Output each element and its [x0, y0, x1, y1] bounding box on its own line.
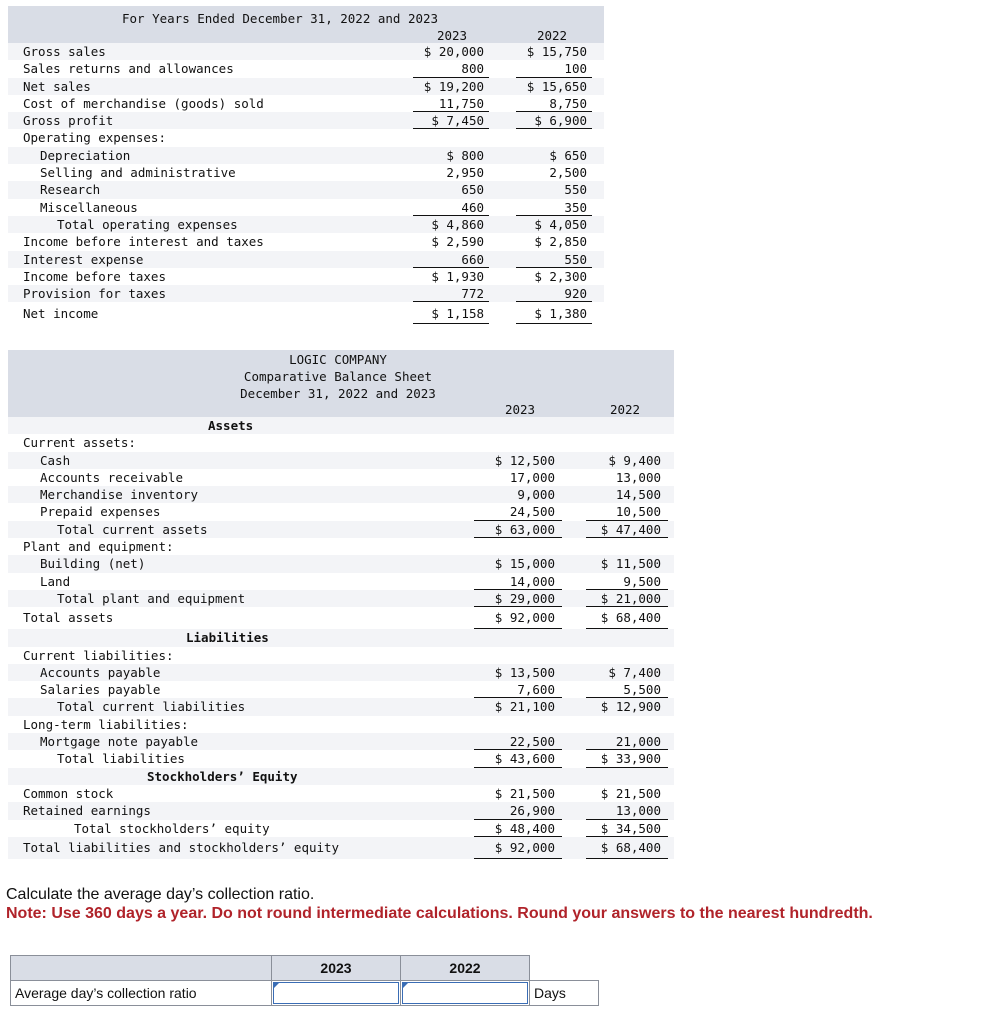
answer-header-blank	[11, 956, 272, 981]
income-row	[8, 78, 604, 95]
value-2023: 24,500	[509, 504, 555, 520]
value-2022: $ 2,850	[534, 234, 587, 250]
question-text	[6, 885, 873, 923]
value-2023: 17,000	[509, 469, 555, 485]
balance-sheet-header	[8, 350, 674, 417]
value-2022: $ 9,400	[608, 452, 661, 468]
answer-header-2023: 2023	[272, 956, 401, 981]
row-label: Sales returns and allowances	[23, 61, 234, 77]
value-2022: 8,750	[549, 95, 587, 111]
balance-row	[8, 607, 674, 629]
row-label: Total plant and equipment	[57, 590, 246, 606]
value-2022: $ 15,650	[526, 78, 587, 94]
balance-row	[8, 452, 674, 469]
value-2023: $ 92,000	[494, 610, 555, 626]
answer-row-label: Average day’s collection ratio	[11, 981, 272, 1006]
balance-row	[8, 698, 674, 715]
value-2023: 11,750	[438, 95, 484, 111]
answer-header-2022: 2022	[401, 956, 530, 981]
answer-input-2023[interactable]	[273, 982, 399, 1004]
value-2023: 660	[461, 251, 484, 267]
value-2023: $ 21,100	[494, 699, 555, 715]
balance-row	[8, 503, 674, 520]
balance-row	[8, 716, 674, 733]
question-prompt: Calculate the average day’s collection ratio.	[6, 886, 315, 903]
value-2022: $ 6,900	[534, 113, 587, 129]
income-statement-title: For Years Ended December 31, 2022 and 2023	[122, 11, 439, 26]
value-2023: 650	[461, 182, 484, 198]
row-label: Interest expense	[23, 251, 144, 267]
value-2022: $ 2,300	[534, 268, 587, 284]
value-2023: $ 19,200	[423, 78, 484, 94]
answer-unit: Days	[530, 981, 599, 1006]
balance-sheet-rows	[8, 417, 674, 859]
balance-year-2023: 2023	[504, 402, 536, 417]
value-2023: $ 4,860	[431, 216, 484, 232]
row-label: Current liabilities:	[23, 647, 174, 663]
value-2022: $ 4,050	[534, 216, 587, 232]
value-2023: $ 15,000	[494, 556, 555, 572]
income-row	[8, 302, 604, 324]
income-row	[8, 112, 604, 129]
value-2022: $ 68,400	[600, 610, 661, 626]
income-statement-header	[8, 6, 604, 43]
row-label: Building (net)	[40, 556, 146, 572]
answer-header-spacer	[530, 956, 599, 981]
value-2022: 13,000	[615, 803, 661, 819]
income-row	[8, 181, 604, 198]
question-note: Note: Use 360 days a year. Do not round intermediate calculations. Round your answers to the nearest hundredth.	[6, 905, 873, 922]
value-2023: $ 1,158	[431, 306, 484, 322]
row-label: Miscellaneous	[40, 199, 138, 215]
section-heading: Assets	[208, 418, 254, 433]
row-label: Depreciation	[40, 147, 131, 163]
underline-2022	[586, 858, 668, 859]
income-statement	[8, 6, 604, 324]
balance-sheet-title: Comparative Balance Sheet	[243, 369, 433, 384]
answer-input-2022[interactable]	[402, 982, 528, 1004]
value-2023: $ 92,000	[494, 839, 555, 855]
value-2022: $ 1,380	[534, 306, 587, 322]
value-2023: 26,900	[509, 803, 555, 819]
row-label: Gross profit	[23, 113, 114, 129]
value-2023: $ 2,590	[431, 234, 484, 250]
underline-2022	[516, 323, 592, 324]
balance-row	[8, 820, 674, 837]
row-label: Operating expenses:	[23, 130, 166, 146]
balance-year-2022: 2022	[609, 402, 641, 417]
answer-cell-2022	[401, 981, 530, 1006]
value-2023: $ 1,930	[431, 268, 484, 284]
balance-sheet-date: December 31, 2022 and 2023	[240, 386, 436, 401]
company-name: LOGIC COMPANY	[289, 352, 387, 367]
value-2022: $ 11,500	[600, 556, 661, 572]
balance-row	[8, 837, 674, 859]
value-2022: 21,000	[615, 734, 661, 750]
balance-row	[8, 785, 674, 802]
value-2023: 22,500	[509, 734, 555, 750]
row-label: Total current liabilities	[57, 699, 246, 715]
income-year-2023: 2023	[436, 28, 468, 43]
row-label: Current assets:	[23, 435, 136, 451]
row-label: Merchandise inventory	[40, 487, 199, 503]
value-2023: $ 21,500	[494, 785, 555, 801]
balance-row	[8, 417, 674, 434]
value-2023: $ 29,000	[494, 590, 555, 606]
row-label: Accounts receivable	[40, 469, 183, 485]
row-label: Retained earnings	[23, 803, 151, 819]
value-2022: 920	[564, 286, 587, 302]
value-2023: 14,000	[509, 573, 555, 589]
value-2022: 350	[564, 199, 587, 215]
value-2022: $ 21,000	[600, 590, 661, 606]
row-label: Mortgage note payable	[40, 734, 199, 750]
value-2022: $ 68,400	[600, 839, 661, 855]
income-row	[8, 233, 604, 250]
value-2023: $ 48,400	[494, 820, 555, 836]
row-label: Income before taxes	[23, 268, 166, 284]
value-2022: 13,000	[615, 469, 661, 485]
section-heading: Stockholders’ Equity	[147, 768, 298, 784]
balance-row	[8, 590, 674, 607]
row-label: Long-term liabilities:	[23, 716, 189, 732]
balance-row	[8, 681, 674, 698]
balance-row	[8, 647, 674, 664]
row-label: Salaries payable	[40, 682, 161, 698]
income-row	[8, 147, 604, 164]
row-label: Total liabilities	[57, 751, 185, 767]
income-statement-rows	[8, 43, 604, 324]
row-label: Research	[40, 182, 101, 198]
value-2023: $ 63,000	[494, 521, 555, 537]
income-row	[8, 60, 604, 77]
row-label: Total liabilities and stockholders’ equity	[23, 839, 340, 855]
value-2022: 10,500	[615, 504, 661, 520]
row-label: Prepaid expenses	[40, 504, 161, 520]
row-label: Total current assets	[57, 521, 208, 537]
row-label: Cash	[40, 452, 71, 468]
income-row	[8, 268, 604, 285]
balance-row	[8, 750, 674, 767]
underline-2023	[474, 858, 562, 859]
row-label: Net income	[23, 306, 99, 322]
value-2023: $ 7,450	[431, 113, 484, 129]
row-label: Gross sales	[23, 44, 106, 59]
value-2022: 9,500	[623, 573, 661, 589]
underline-2023	[413, 323, 489, 324]
value-2022: $ 47,400	[600, 521, 661, 537]
value-2023: 9,000	[517, 487, 555, 503]
income-row	[8, 251, 604, 268]
value-2022: $ 650	[549, 147, 587, 163]
income-row	[8, 216, 604, 233]
value-2022: $ 21,500	[600, 785, 661, 801]
value-2023: $ 13,500	[494, 664, 555, 680]
balance-row	[8, 573, 674, 590]
income-row	[8, 285, 604, 302]
value-2023: 800	[461, 61, 484, 77]
income-row	[8, 95, 604, 112]
balance-row	[8, 802, 674, 819]
answer-table	[10, 955, 599, 1006]
balance-row	[8, 434, 674, 451]
balance-row	[8, 469, 674, 486]
row-label: Cost of merchandise (goods) sold	[23, 95, 264, 111]
row-label: Plant and equipment:	[23, 539, 174, 555]
income-row	[8, 129, 604, 146]
value-2023: 2,950	[446, 165, 484, 181]
value-2022: 100	[564, 61, 587, 77]
value-2022: 5,500	[623, 682, 661, 698]
row-label: Accounts payable	[40, 664, 161, 680]
balance-row	[8, 538, 674, 555]
balance-row	[8, 768, 674, 785]
value-2022: $ 34,500	[600, 820, 661, 836]
value-2023: $ 12,500	[494, 452, 555, 468]
row-label: Land	[40, 573, 71, 589]
income-year-2022: 2022	[536, 28, 568, 43]
value-2022: $ 7,400	[608, 664, 661, 680]
value-2022: $ 12,900	[600, 699, 661, 715]
value-2022: 14,500	[615, 487, 661, 503]
value-2023: 7,600	[517, 682, 555, 698]
value-2022: 550	[564, 251, 587, 267]
row-label: Common stock	[23, 785, 114, 801]
balance-row	[8, 555, 674, 572]
value-2023: $ 20,000	[423, 44, 484, 59]
row-label: Total stockholders’ equity	[74, 820, 270, 836]
row-label: Provision for taxes	[23, 286, 166, 302]
row-label: Net sales	[23, 78, 91, 94]
value-2022: 550	[564, 182, 587, 198]
section-heading: Liabilities	[186, 630, 269, 646]
balance-row	[8, 733, 674, 750]
value-2022: $ 15,750	[526, 44, 587, 59]
balance-row	[8, 486, 674, 503]
income-row	[8, 43, 604, 60]
value-2023: 772	[461, 286, 484, 302]
balance-row	[8, 664, 674, 681]
balance-sheet	[8, 350, 674, 859]
row-label: Total operating expenses	[57, 216, 238, 232]
income-row	[8, 199, 604, 216]
row-label: Selling and administrative	[40, 165, 236, 181]
balance-row	[8, 629, 674, 646]
value-2023: $ 43,600	[494, 751, 555, 767]
value-2023: 460	[461, 199, 484, 215]
value-2022: $ 33,900	[600, 751, 661, 767]
answer-cell-2023	[272, 981, 401, 1006]
value-2022: 2,500	[549, 165, 587, 181]
row-label: Total assets	[23, 610, 114, 626]
balance-row	[8, 521, 674, 538]
row-label: Income before interest and taxes	[23, 234, 264, 250]
income-row	[8, 164, 604, 181]
value-2023: $ 800	[446, 147, 484, 163]
